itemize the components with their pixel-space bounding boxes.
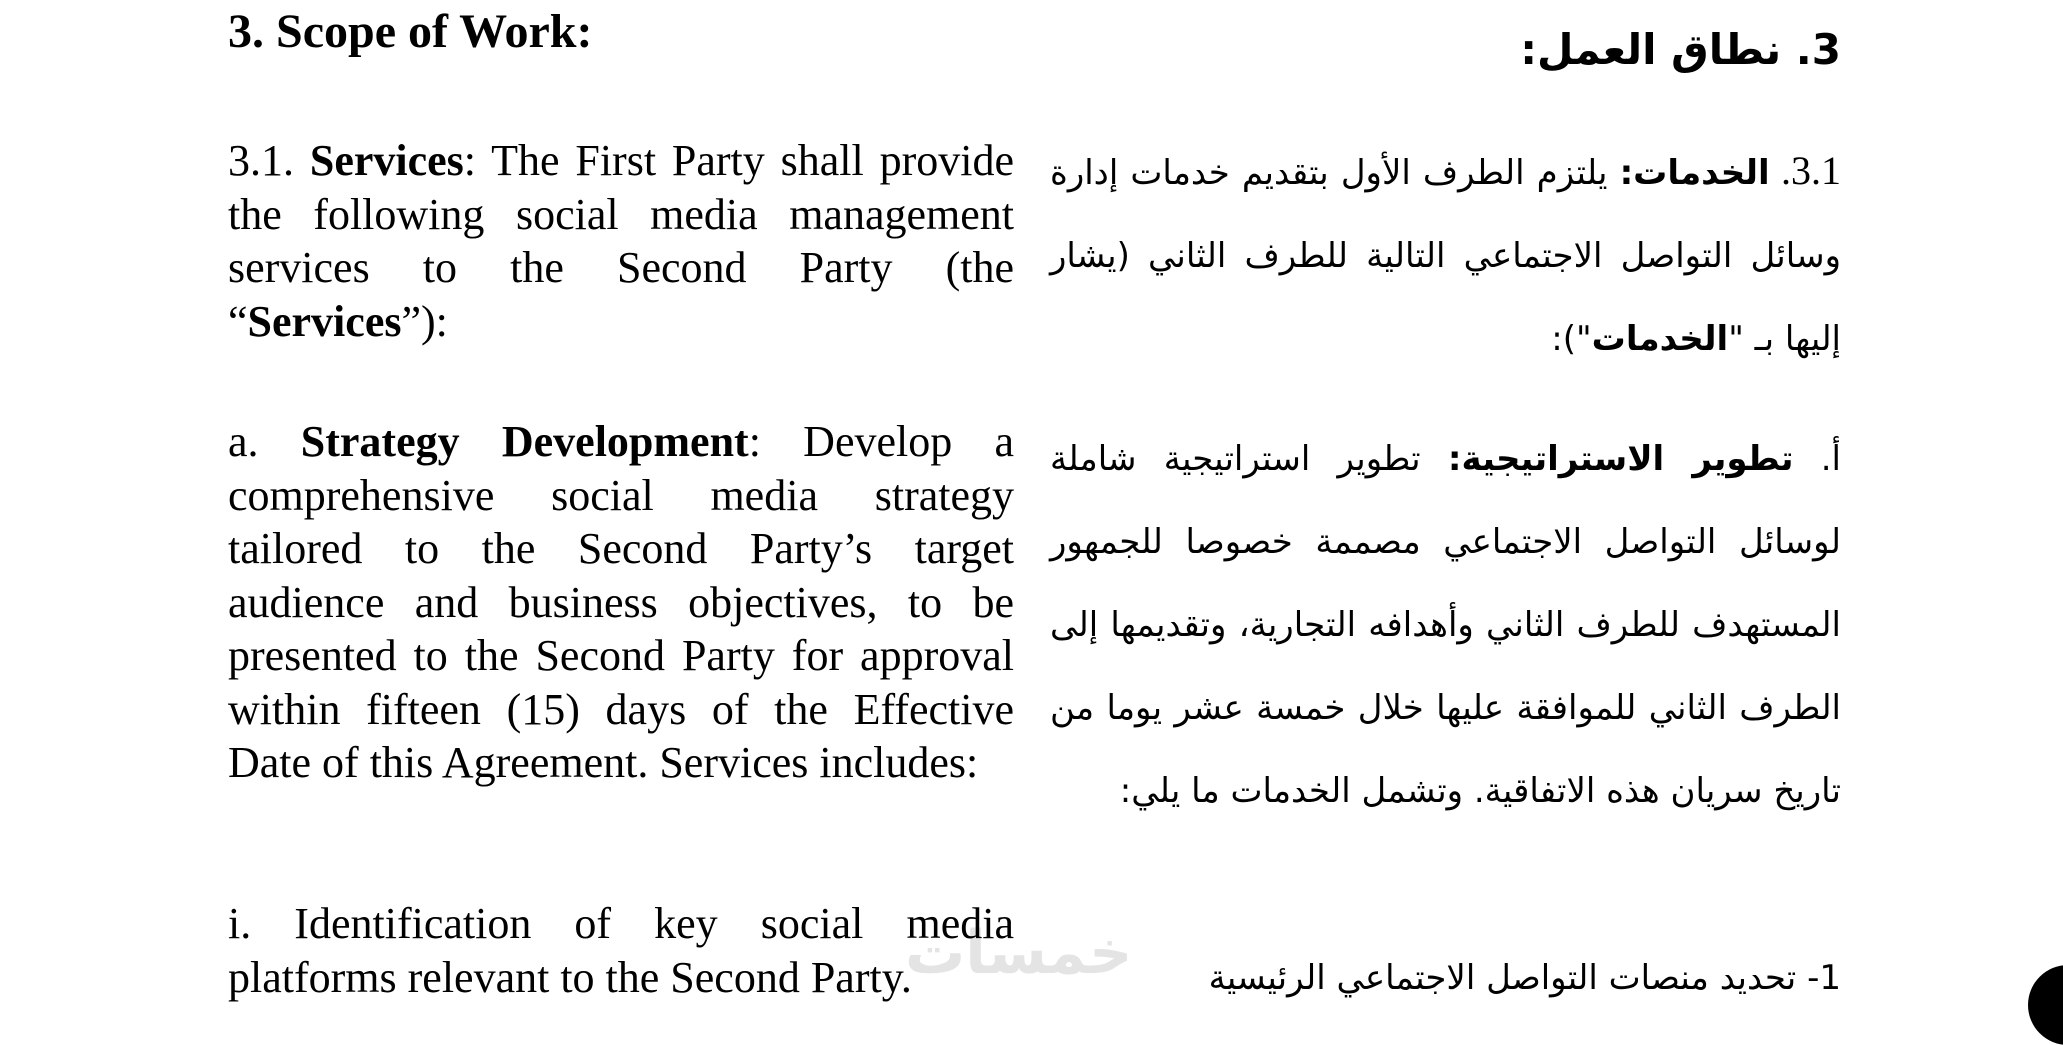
clause-letter: a. bbox=[228, 417, 301, 466]
clause-text: يلتزم الطرف الأول بتقديم خدمات إدارة وسائل التواصل الاجتماعي التالية للطرف الثاني (يشار إليها بـ " bbox=[1050, 153, 1841, 359]
services-term: الخدمات: bbox=[1619, 153, 1770, 193]
clause-closing: "): bbox=[1551, 319, 1592, 359]
services-defined-term: الخدمات bbox=[1591, 319, 1729, 359]
clause-3-1-english bbox=[228, 134, 1014, 348]
clause-3-1-arabic bbox=[1050, 129, 1841, 381]
item-i-english: i. Identification of key social media platforms relevant to the Second Party. bbox=[228, 899, 1014, 1002]
clause-text: : Develop a comprehensive social media strategy tailored to the Second Party’s target audience and business objectives, to be presented to the Second Party for approval within fifteen (15) days of the Effective Date of this Agreement. Services includes: bbox=[228, 417, 1015, 787]
clause-a-english bbox=[228, 415, 1014, 790]
clause-closing: ”): bbox=[401, 296, 448, 346]
page-corner-shape bbox=[2028, 965, 2063, 1045]
clause-number: 3.1. bbox=[228, 136, 310, 185]
clause-a-arabic bbox=[1050, 418, 1841, 833]
services-term: Services bbox=[309, 136, 464, 185]
item-1-arabic: 1- تحديد منصات التواصل الاجتماعي الرئيسية bbox=[1208, 958, 1841, 998]
section-heading-arabic: 3. نطاق العمل: bbox=[1520, 25, 1841, 74]
clause-number: 3.1. bbox=[1769, 148, 1841, 193]
clause-letter: أ. bbox=[1793, 439, 1842, 479]
strategy-term: Strategy Development bbox=[300, 417, 749, 466]
watermark-logo: خمسات bbox=[905, 918, 1133, 988]
clause-text: تطوير استراتيجية شاملة لوسائل التواصل الاجتماعي مصممة خصوصا للجمهور المستهدف للطرف الثاني وأهدافه التجارية، وتقديمها إلى الطرف الثاني للموافقة عليها خلال خمسة عشر يوما من تاريخ سريان هذه الاتفاقية. وتشمل الخدمات ما يلي: bbox=[1050, 439, 1841, 811]
strategy-term: تطوير الاستراتيجية: bbox=[1447, 439, 1794, 479]
services-defined-term: Services bbox=[247, 296, 402, 346]
section-heading-english: 3. Scope of Work: bbox=[228, 5, 593, 58]
clause-text: : The First Party shall provide the following social media management services to the Second Party (the “ bbox=[228, 136, 1014, 346]
